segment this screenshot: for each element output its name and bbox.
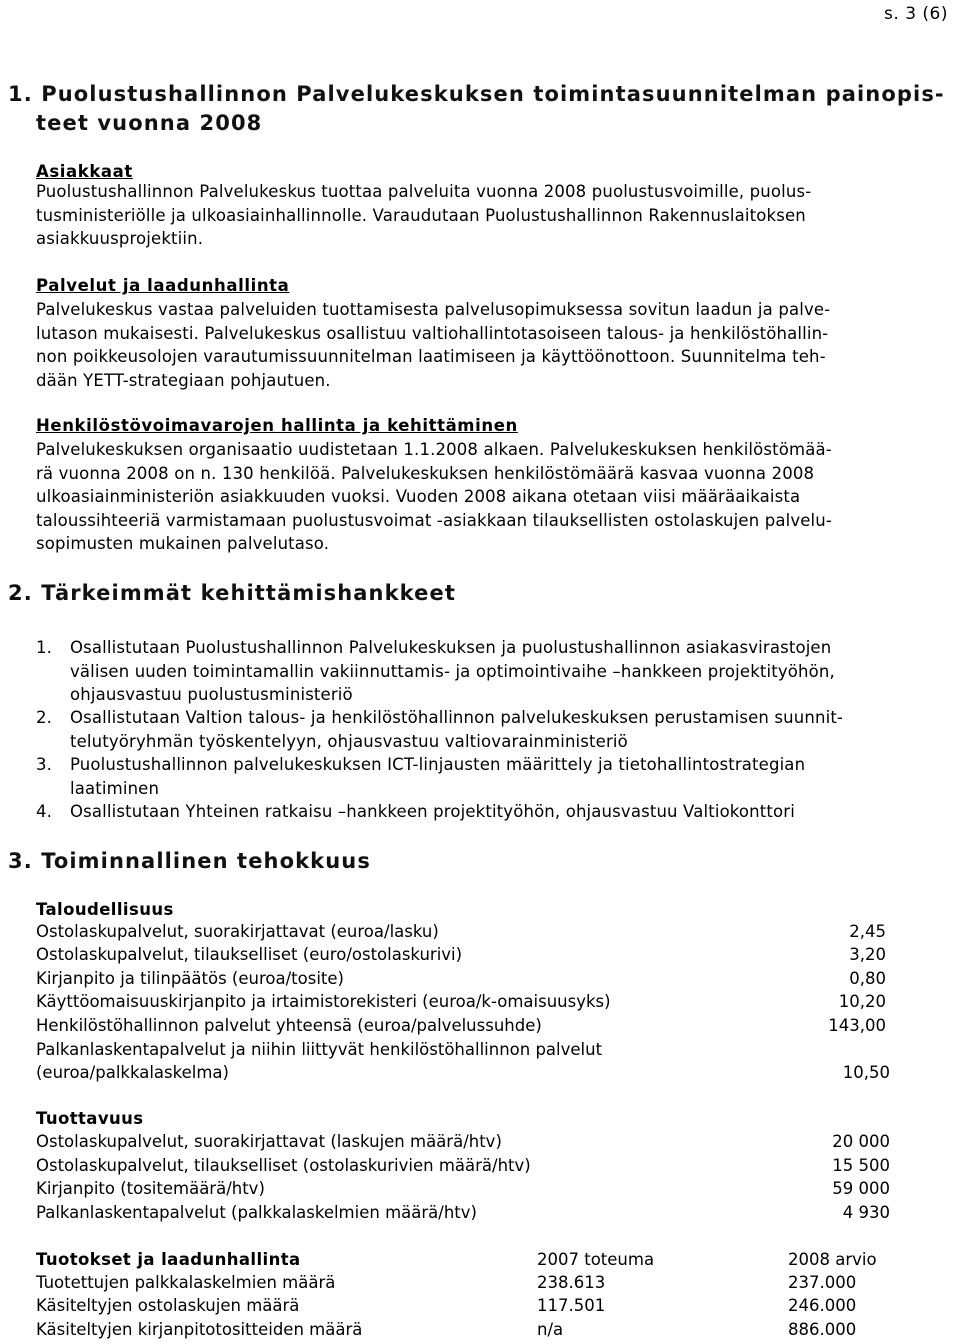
row-label: Kirjanpito ja tilinpäätös (euroa/tosite) [36, 969, 344, 988]
paragraph-line: asiakkuusprojektiin. [36, 229, 204, 248]
table-row [36, 992, 886, 1015]
row-label: Ostolaskupalvelut, tilaukselliset (ostolaskurivien määrä/htv) [36, 1156, 531, 1175]
list-text [70, 706, 843, 753]
row-label: Ostolaskupalvelut, suorakirjattavat (laskujen määrä/htv) [36, 1132, 502, 1151]
henkilosto-heading: Henkilöstövoimavarojen hallinta ja kehittäminen [36, 416, 518, 435]
row-value: 2,45 [849, 922, 886, 941]
row-value: 20 000 [832, 1132, 890, 1151]
row-value-2007: 238.613 [537, 1273, 606, 1292]
row-value-2007: 117.501 [537, 1296, 606, 1315]
table-row [36, 1040, 866, 1063]
section-1-title-line-2: teet vuonna 2008 [36, 111, 263, 135]
table-row [36, 945, 886, 968]
paragraph-line: lutason mukaisesti. Palvelukeskus osallistuu valtiohallintotasoiseen talous- ja henkilöstöhallin- [36, 323, 829, 343]
list-text [70, 636, 835, 707]
table-row [36, 1063, 890, 1086]
tuotokset-heading: Tuotokset ja laadunhallinta [36, 1250, 301, 1269]
table-row [36, 1016, 886, 1039]
section-2-title: 2. Tärkeimmät kehittämishankkeet [8, 581, 456, 605]
row-label: Palkanlaskentapalvelut ja niihin liittyvät henkilöstöhallinnon palvelut [36, 1040, 603, 1059]
table-row [36, 969, 886, 992]
row-label: Käsiteltyjen ostolaskujen määrä [36, 1296, 300, 1315]
table-row [36, 1179, 890, 1202]
paragraph-line: Palvelukeskus vastaa palveluiden tuottamisesta palvelusopimuksessa sovitun laadun ja palve- [36, 300, 831, 319]
list-line: Puolustushallinnon palvelukeskuksen ICT-linjausten määrittely ja tietohallintostrategian [70, 755, 806, 774]
paragraph-line: taloussihteeriä varmistamaan puolustusvoimat -asiakkaan tilauksellisten ostolaskujen palvelu- [36, 510, 832, 530]
row-value-2008: 246.000 [788, 1296, 857, 1315]
row-label: Palkanlaskentapalvelut (palkkalaskelmien määrä/htv) [36, 1203, 477, 1222]
paragraph-line: dään YETT-strategiaan pohjautuen. [36, 370, 331, 390]
row-label: Ostolaskupalvelut, tilaukselliset (euro/ostolaskurivi) [36, 945, 463, 964]
row-value: 3,20 [849, 945, 886, 964]
paragraph-line: ulkoasiainministeriön asiakkuuden vuoksi. Vuoden 2008 aikana otetaan viisi määräaikaista [36, 487, 801, 506]
paragraph-line: tusministeriölle ja ulkoasiainhallinnolle. Varaudutaan Puolustushallinnon Rakennuslaitoksen [36, 205, 806, 225]
asiakkaat-paragraph [36, 180, 811, 251]
column-header-2008: 2008 arvio [788, 1250, 877, 1269]
list-number: 1. [36, 638, 53, 657]
list-line: laatiminen [70, 778, 160, 798]
row-value: 10,50 [842, 1063, 890, 1082]
row-label: (euroa/palkkalaskelma) [36, 1063, 229, 1082]
page-number: s. 3 (6) [884, 4, 948, 24]
row-label: Kirjanpito (tositemäärä/htv) [36, 1179, 265, 1198]
table-row [36, 1132, 890, 1155]
row-value-2007: n/a [537, 1320, 564, 1339]
taloudellisuus-heading: Taloudellisuus [36, 900, 174, 919]
table-row [36, 1203, 890, 1226]
table-row [36, 922, 886, 945]
list-line: Osallistutaan Yhteinen ratkaisu –hankkeen projektityöhön, ohjausvastuu Valtiokonttori [70, 802, 795, 821]
list-line: välisen uuden toimintamallin vakiinnuttamis- ja optimointivaihe –hankkeen projektityöhön, [70, 661, 835, 681]
list-number: 4. [36, 802, 53, 821]
tuottavuus-heading: Tuottavuus [36, 1109, 144, 1128]
row-label: Henkilöstöhallinnon palvelut yhteensä (euroa/palvelussuhde) [36, 1016, 542, 1035]
paragraph-line: Palvelukeskuksen organisaatio uudistetaan 1.1.2008 alkaen. Palvelukeskuksen henkilöstömää- [36, 440, 832, 459]
row-label: Käsiteltyjen kirjanpitotositteiden määrä [36, 1320, 363, 1339]
row-value: 143,00 [828, 1016, 886, 1035]
row-value: 10,20 [838, 992, 886, 1011]
row-value: 0,80 [849, 969, 886, 988]
list-line: Osallistutaan Puolustushallinnon Palvelukeskuksen ja puolustushallinnon asiakasvirastojen [70, 638, 832, 657]
row-value: 4 930 [842, 1203, 890, 1222]
palvelut-paragraph [36, 298, 830, 392]
row-value-2008: 886.000 [788, 1320, 857, 1339]
asiakkaat-heading: Asiakkaat [36, 162, 133, 181]
paragraph-line: rä vuonna 2008 on n. 130 henkilöä. Palvelukeskuksen henkilöstömäärä kasvaa vuonna 2008 [36, 463, 815, 483]
section-1-title-line-1: 1. Puolustushallinnon Palvelukeskuksen toimintasuunnitelman painopis- [8, 82, 945, 106]
row-label: Tuotettujen palkkalaskelmien määrä [36, 1273, 336, 1292]
list-line: ohjausvastuu puolustusministeriö [70, 685, 353, 704]
paragraph-line: sopimusten mukainen palvelutaso. [36, 534, 330, 553]
row-value: 15 500 [832, 1156, 890, 1175]
list-line: telutyöryhmän työskentelyyn, ohjausvastuu valtiovarainministeriö [70, 731, 628, 751]
list-line: Osallistutaan Valtion talous- ja henkilöstöhallinnon palvelukeskuksen perustamisen suunnit- [70, 708, 844, 727]
list-number: 2. [36, 708, 53, 727]
column-header-2007: 2007 toteuma [537, 1250, 655, 1269]
paragraph-line: non poikkeusolojen varautumissuunnitelman laatimiseen ja käyttöönottoon. Suunnitelma teh- [36, 347, 826, 366]
row-value-2008: 237.000 [788, 1273, 857, 1292]
row-label: Käyttöomaisuuskirjanpito ja irtaimistorekisteri (euroa/k-omaisuusyks) [36, 992, 611, 1011]
row-label: Ostolaskupalvelut, suorakirjattavat (euroa/lasku) [36, 922, 439, 941]
list-number: 3. [36, 755, 53, 774]
list-text [70, 800, 795, 824]
section-3-title: 3. Toiminnallinen tehokkuus [8, 849, 371, 873]
paragraph-line: Puolustushallinnon Palvelukeskus tuottaa palveluita vuonna 2008 puolustusvoimille, puolus- [36, 182, 812, 201]
henkilosto-paragraph [36, 438, 832, 556]
table-row [36, 1156, 890, 1179]
list-text [70, 753, 805, 800]
palvelut-heading: Palvelut ja laadunhallinta [36, 276, 290, 295]
row-value: 59 000 [832, 1179, 890, 1198]
